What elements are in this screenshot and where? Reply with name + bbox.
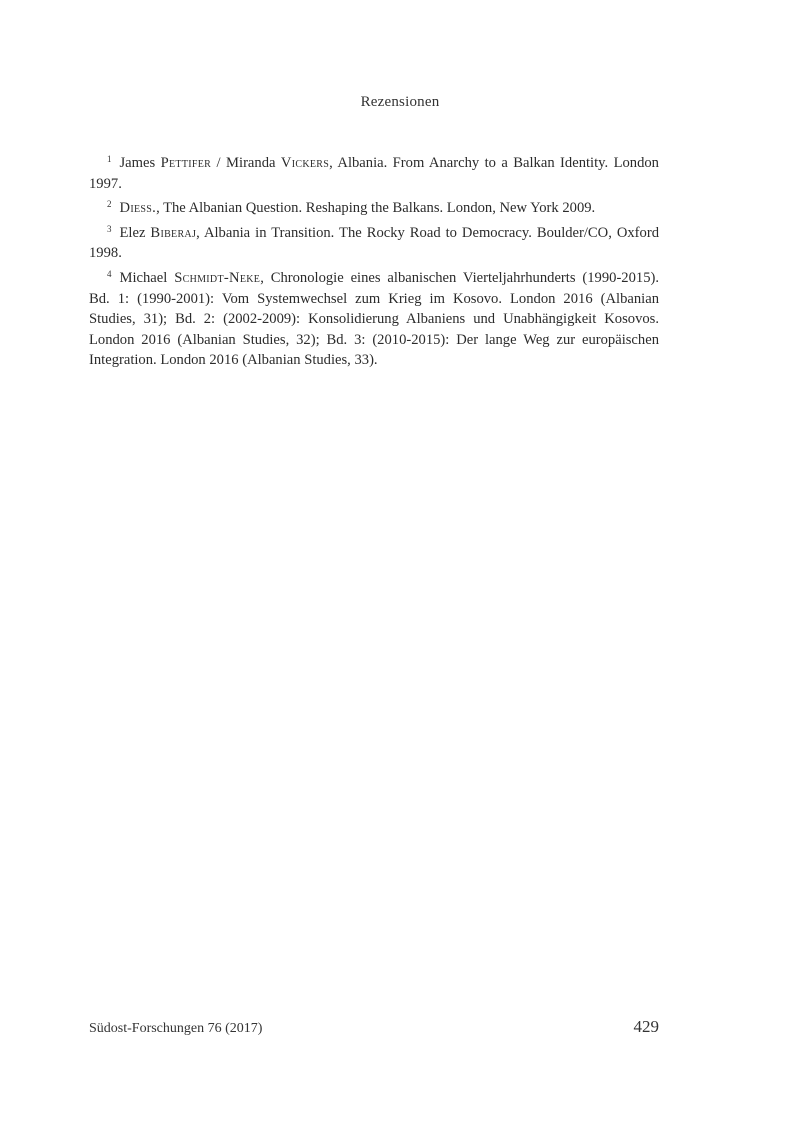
running-head: Rezensionen: [360, 94, 440, 110]
footnote-3: $^3$ Elez Biberaj, Albania in Transition. The Rocky Road to Democracy. Boulder/CO, Oxford 1998.: [89, 223, 659, 262]
footnote-number: 1: [107, 154, 112, 164]
footnote-number: 2: [107, 199, 112, 210]
footnote-1: $^1$ James Pettifer / Miranda Vickers, Albania. From Anarchy to a Balkan Identity. London 1997.: [89, 154, 659, 192]
footnote-number: 4: [107, 268, 112, 279]
footnote-2: $^2$ Diess., The Albanian Question. Reshaping the Balkans. London, New York 2009.: [107, 199, 596, 217]
author-name: Pettifer: [160, 155, 212, 171]
footnote-number: 3: [107, 223, 112, 234]
author-name: Diess.: [119, 200, 157, 217]
page-number: 429: [633, 1017, 659, 1036]
author-name: Vickers: [280, 155, 330, 171]
author-name: Biberaj: [150, 224, 197, 241]
footnote-4: $^4$ Michael Schmidt-Neke, Chronologie eines albanischen Vierteljahrhunderts (1990-2015). Bd. 1: (1990-2001): Vom Systemwechsel zum Krieg im Kosovo. London 2016 (Albanian Studies, 31); Bd. 2: (2002-2009): Konsolidierung Albaniens und Unabhängigkeit Kosovos. London 2016 (Albanian Studies, 32); Bd. 3: (2010-2015): Der lange Weg zur europäischen Integration. London 2016 (Albanian Studies, 33).: [89, 268, 659, 369]
journal-citation: Südost-Forschungen 76 (2017): [89, 1021, 263, 1036]
footnotes: [89, 149, 659, 371]
author-name: Schmidt-Neke: [174, 269, 261, 286]
